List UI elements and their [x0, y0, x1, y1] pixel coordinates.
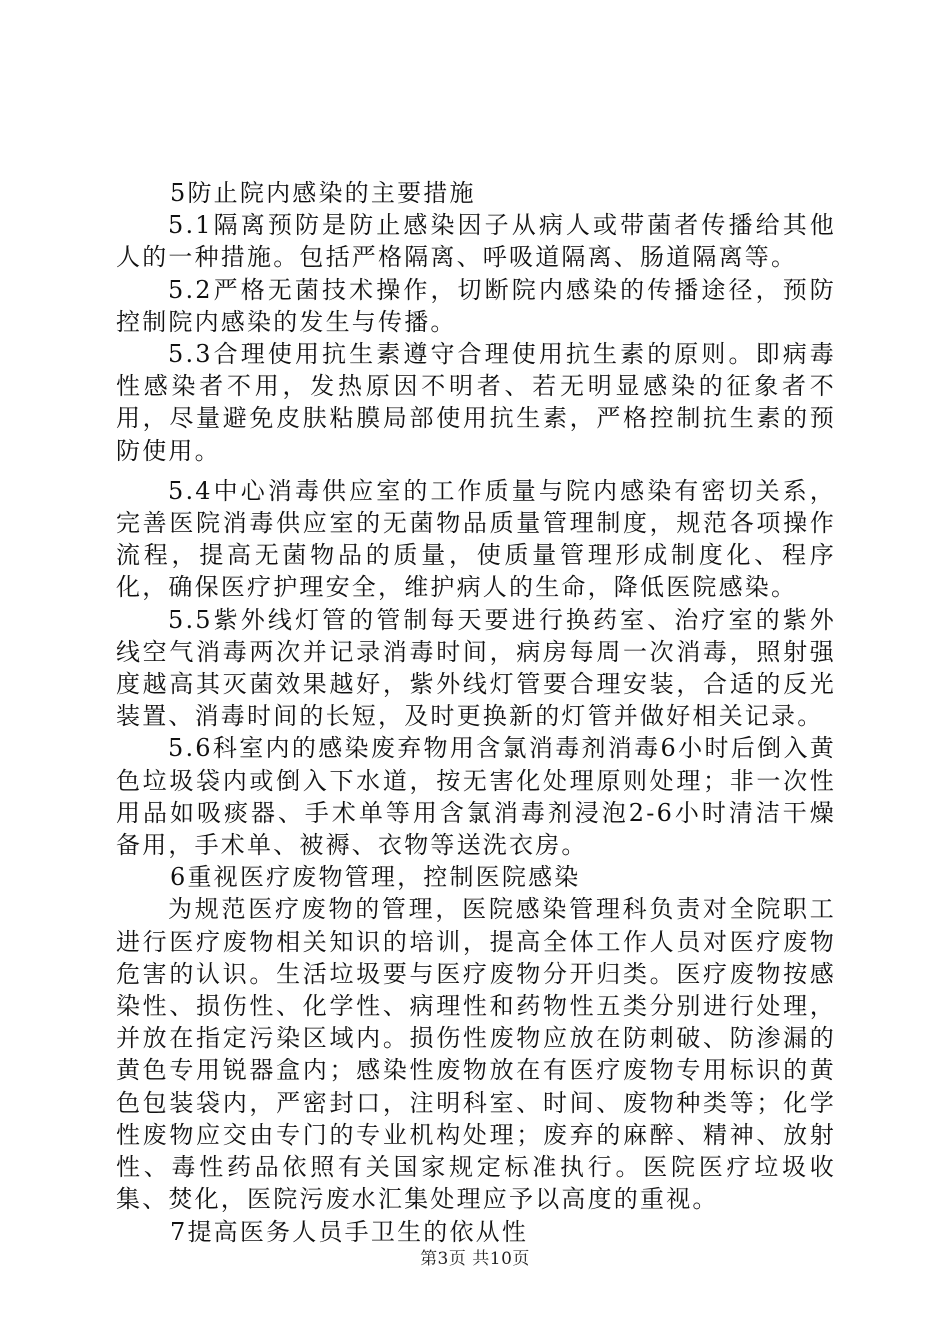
- paragraph-5-6: 5.6科室内的感染废弃物用含氯消毒剂消毒6小时后倒入黄色垃圾袋内或倒入下水道，按无害化处理原则处理；非一次性用品如吸痰器、手术单等用含氯消毒剂浸泡2-6小时清洁干燥备用，手术单、被褥、衣物等送洗衣房。: [116, 734, 836, 860]
- paragraph-5-5: 5.5紫外线灯管的管制每天要进行换药室、治疗室的紫外线空气消毒两次并记录消毒时间，病房每周一次消毒，照射强度越高其灭菌效果越好，紫外线灯管要合理安装，合适的反光装置、消毒时间的长短，及时更换新的灯管并做好相关记录。: [116, 605, 836, 731]
- page-footer: [0, 1244, 950, 1269]
- paragraph-5-1: 5.1隔离预防是防止感染因子从病人或带菌者传播给其他人的一种措施。包括严格隔离、呼吸道隔离、肠道隔离等。: [116, 211, 836, 272]
- paragraph-5-3: 5.3合理使用抗生素遵守合理使用抗生素的原则。即病毒性感染者不用，发热原因不明者、若无明显感染的征象者不用，尽量避免皮肤粘膜局部使用抗生素，严格控制抗生素的预防使用。: [116, 340, 836, 465]
- paragraph-5-4: 5.4中心消毒供应室的工作质量与院内感染有密切关系，完善医院消毒供应室的无菌物品质量管理制度，规范各项操作流程，提高无菌物品的质量，使质量管理形成制度化、程序化，确保医疗护理安全，维护病人的生命，降低医院感染。: [116, 476, 836, 602]
- section-heading-6: 6重视医疗废物管理，控制医院感染: [170, 863, 581, 892]
- paragraph-5-2: 5.2严格无菌技术操作，切断院内感染的传播途径，预防控制院内感染的发生与传播。: [116, 275, 836, 336]
- document-body: [116, 177, 836, 1248]
- paragraph-6-body: 为规范医疗废物的管理，医院感染管理科负责对全院职工进行医疗废物相关知识的培训，提高全体工作人员对医疗废物危害的认识。生活垃圾要与医疗废物分开归类。医疗废物按感染性、损伤性、化学性、病理性和药物性五类分别进行处理，并放在指定污染区域内。损伤性废物应放在防刺破、防渗漏的黄色专用锐器盒内；感染性废物放在有医疗废物专用标识的黄色包装袋内，严密封口，注明科室、时间、废物种类等；化学性废物应交由专门的专业机构处理；废弃的麻醉、精神、放射性、毒性药品依照有关国家规定标准执行。医院医疗垃圾收集、焚化，医院污废水汇集处理应予以高度的重视。: [116, 895, 836, 1214]
- section-heading-5: 5防止院内感染的主要措施: [170, 179, 476, 207]
- section-heading-7: 7提高医务人员手卫生的依从性: [170, 1217, 529, 1246]
- page-number-label: 第3页 共10页: [420, 1249, 530, 1269]
